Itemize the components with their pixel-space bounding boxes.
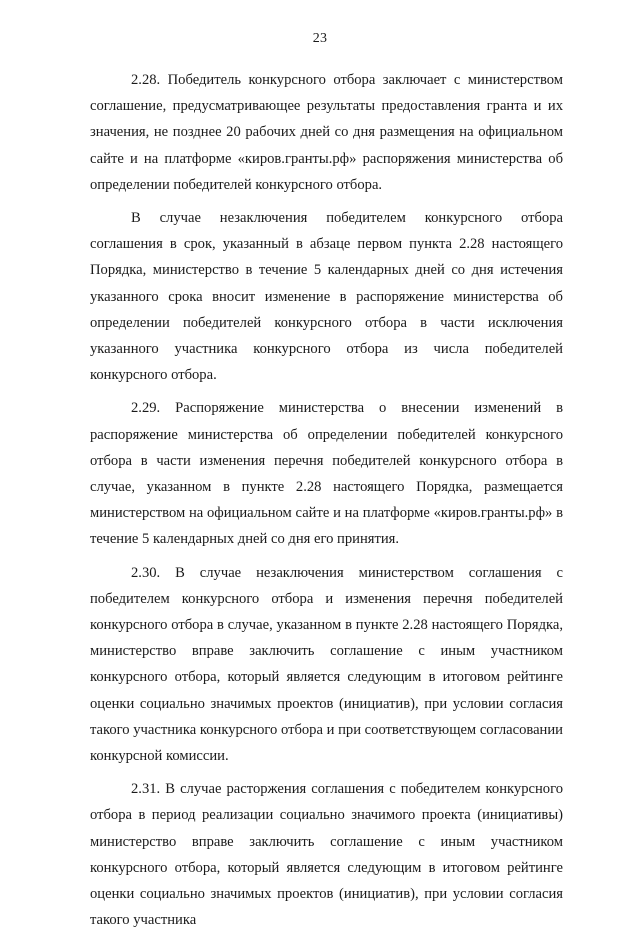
paragraph-2-29: 2.29. Распоряжение министерства о внесении изменений в распоряжение министерства об определении победителей конкурсного отбора в части изменения перечня победителей конкурсного отбора в случае, указанном в пункте 2.28 настоящего Порядка, размещается министерством на официальном сайте и на платформе «киров.гранты.рф» в течение 5 календарных дней со дня его принятия. xyxy=(90,400,563,548)
page-number: 23 xyxy=(312,31,328,46)
paragraph-2-28: 2.28. Победитель конкурсного отбора заключает с министерством соглашение, предусматривающее результаты предоставления гранта и их значения, не позднее 20 рабочих дней со дня размещения на официальном сайте и на платформе «киров.гранты.рф» распоряжения министерства об определении победителей конкурсного отбора. xyxy=(90,72,563,193)
document-body xyxy=(90,67,563,934)
paragraph-2-30: 2.30. В случае незаключения министерством соглашения с победителем конкурсного отбора и изменения перечня победителей конкурсного отбора в случае, указанном в пункте 2.28 настоящего Порядка, министерство вправе заключить соглашение с иным участником конкурсного отбора, который является следующим в итоговом рейтинге оценки социально значимых проектов (инициатив), при условии согласия такого участника конкурсного отбора и при соответствующем согласовании конкурсной комиссии. xyxy=(90,564,563,765)
paragraph-2-31: 2.31. В случае расторжения соглашения с победителем конкурсного отбора в период реализации социально значимого проекта (инициативы) министерство вправе заключить соглашение с иным участником конкурсного отбора, который является следующим в итоговом рейтинге оценки социально значимых проектов (инициатив), при условии согласия такого участника xyxy=(90,781,563,929)
paragraph-2-28-non-conclusion: В случае незаключения победителем конкурсного отбора соглашения в срок, указанный в абзаце первом пункта 2.28 настоящего Порядка, министерство в течение 5 календарных дней со дня истечения указанного срока вносит изменение в распоряжение министерства об определении победителей конкурсного отбора в части исключения указанного участника конкурсного отбора из числа победителей конкурсного отбора. xyxy=(90,210,563,384)
